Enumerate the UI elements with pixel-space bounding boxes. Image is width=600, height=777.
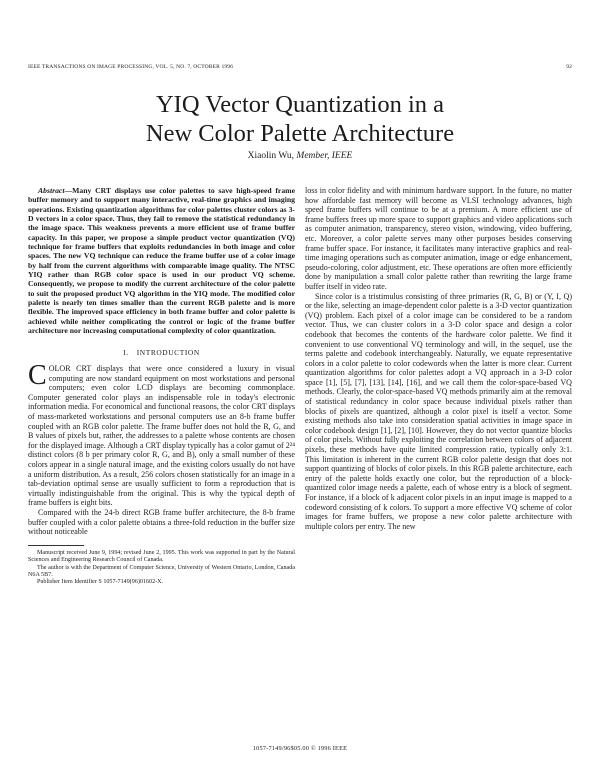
intro-paragraph-1	[28, 360, 295, 508]
right-column	[305, 186, 572, 734]
journal-header: IEEE TRANSACTIONS ON IMAGE PROCESSING, VOL. 5, NO. 7, OCTOBER 1996	[28, 64, 234, 70]
abstract-heading: Abstract—	[38, 186, 73, 195]
page-number: 92	[566, 64, 572, 70]
author-membership: Member, IEEE	[296, 151, 353, 161]
title-line-2: New Color Palette Architecture	[145, 120, 455, 147]
left-column	[28, 186, 295, 721]
drop-cap: C	[28, 360, 47, 392]
abstract	[28, 186, 295, 336]
footnote-manuscript: Manuscript received June 9, 1994; revised June 2, 1995. This work was supported in part by the Natural Sciences and Engineering Research Council of Canada.	[28, 549, 295, 564]
running-head	[28, 64, 572, 73]
right-paragraph-2: Since color is a tristimulus consisting of three primaries (R, G, B) or (Y, I, Q) or the like, selecting an image-dependent color palette is a 3-D vector quantization (VQ) problem. Each pixel of a color image can be considered to be a random vector. Thus, we can cluster colors in a 3-D color space and design a color codebook that becomes the contents of the hardware color palette. We find it convenient to use conventional VQ terminology and will, in the sequel, use the terms palette and codebook interchangeably. Naturally, we equate representative colors in a color palette to color codewords when the latter is more clear. Current quantization algorithms for color palettes adopt a VQ approach in a 3-D color space [1], [5], [7], [13], [14], [16], and we call them the color-space-based VQ methods. Clearly, the color-space-based VQ methods primarily aim at the removal of statistical redundancy in color space because individual pixels rather than blocks of pixels are quantized, although a color pixel is itself a vector. Some existing methods also take into consideration spatial activities in image space in color codebook design [1], [2], [10]. However, they do not vector quantize blocks of color pixels. Without fully exploiting the correlation between colors of adjacent pixels, these methods have quite limited compression ratio, typically only 3:1. This limitation is inherent in the current RGB color palette design that does not support quantizing of blocks of color pixels. In this RGB palette architecture, each entry of the palette holds exactly one color, but the reproduction of a block-quantized color image needs a palette, each of whose entry is a block of segment. For instance, if a block of k adjacent color pixels in an input image is mapped to a codeword consisting of k colors. To support a more effective VQ scheme of color images for frame buffers, we propose a new color palette architecture with multiple colors per entry. The new	[305, 291, 572, 531]
right-paragraph-1: loss in color fidelity and with minimum hardware support. In the future, no matter how affordable fast memory will become as VLSI technology advances, high speed frame buffers will continue to be at a premium. A more efficient use of frame buffers frees up more space to support graphics and video applications such as computer animation, transparency, stereo vision, windowing, video buffering, etc. Moreover, a color palette serves many other purposes besides conserving frame buffer space. For instance, it facilitates many interactive graphics and real-time imaging operations such as computer animation, image or edge enhancement, pseudo-coloring, color adjustment, etc. These operations are often more efficiently done by manipulation a small color palette rather than rewriting the large frame buffer itself in video rate.	[305, 186, 572, 291]
author-line	[0, 151, 600, 161]
footnote-publisher-id: Publisher Item Identifier S 1057-7149(96)01602-X.	[37, 579, 164, 586]
author-name: Xiaolin Wu,	[247, 151, 295, 161]
paper-title	[0, 90, 600, 148]
footnotes	[28, 550, 295, 587]
intro-paragraph-1-text: OLOR CRT displays that were once considered a luxury in visual computing are now standard equipment on most workstations and personal computers; even color LCD displays are becoming commonplace. Computer generated color plays an indispensable role in today's electronic information media. For economical and functional reasons, the color CRT displays of mass-marketed workstations and personal computers use an 8-b frame buffer coupled with an RGB color palette. The frame buffer does not hold the R, G, and B values of pixels but, rather, the addresses to a palette whose contents are chosen for the displayed image. Although a CRT display typically has a color gamut of 2²⁴ distinct colors (8 b per primary color R, G, and B), only a small number of these colors appear in a single natural image, and the existing colors usually do not have a uniform distribution. As a result, 256 colors chosen statistically for an image in a tab-deviation optimal sense are usually sufficient to form a reproduction that is virtually indistinguishable from the original. This is why the typical depth of frame buffers is eight bits.	[28, 364, 295, 508]
abstract-text: Many CRT displays use color palettes to save high-speed frame buffer memory and to support many interactive, real-time graphics and imaging operations. Existing quantization algorithms for color palettes cluster colors as 3-D vectors in a color space. Thus, they fail to remove the statistical redundancy in the image space. This weakness prevents a more efficient use of frame buffer capacity. In this paper, we propose a simple product vector quantization (VQ) technique for frame buffers that exploits redundancies in both image and color spaces. The new VQ technique can reduce the frame buffer use of a color image by half from the current algorithms with comparable image quality. The NTSC YIQ rather than RGB color space is used in our product VQ scheme. Consequently, we propose to modify the current architecture of the color palette to suit the proposed product VQ algorithm in the YIQ mode. The modified color palette is nearly ten times smaller than the current RGB palette and is more flexible. The improved space efficiency in both frame buffer and color palette is achieved while neither complicating the control or logic of the frame buffer architecture nor increasing computational complexity of color quantization.	[28, 186, 295, 336]
footer-copyright: 1057-7149/96$05.00 © 1996 IEEE	[252, 745, 348, 752]
section-heading-introduction: I. INTRODUCTION	[123, 347, 200, 357]
title-line-1: YIQ Vector Quantization in a	[155, 91, 445, 118]
footnote-rule	[28, 545, 84, 546]
intro-paragraph-2: Compared with the 24-b direct RGB frame buffer architecture, the 8-b frame buffer coupled with a color palette obtains a three-fold reduction in the buffer size without noticeable	[28, 508, 295, 537]
footnote-affiliation: The author is with the Department of Computer Science, University of Western Ontario, London, Canada N6A 5B7.	[28, 564, 295, 578]
